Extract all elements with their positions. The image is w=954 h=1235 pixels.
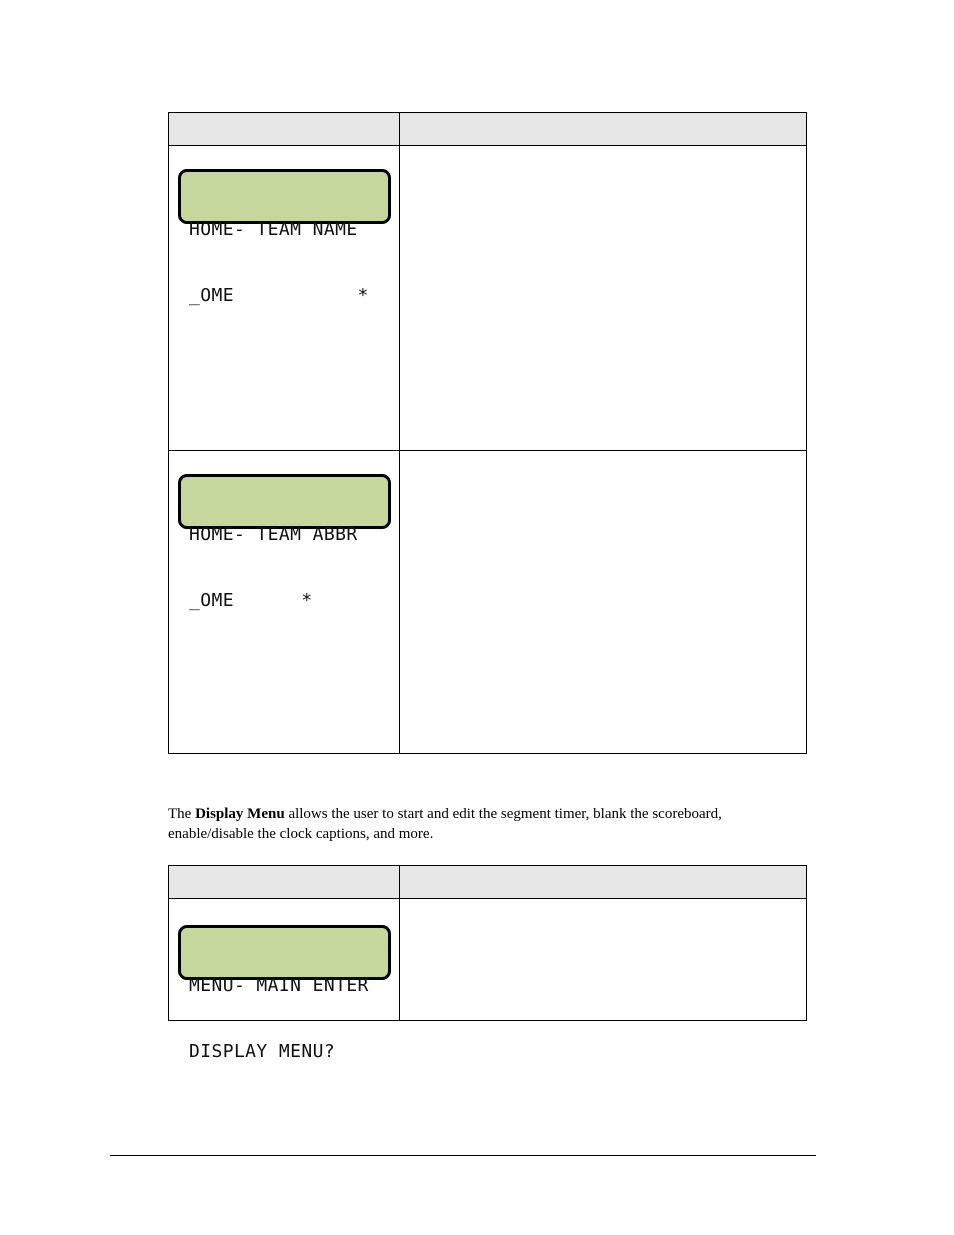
lcd-display-home-team-name (178, 169, 391, 306)
lcd-display-home-team-abbr (178, 474, 391, 611)
header-cell-display (169, 866, 400, 898)
header-cell-description (400, 113, 806, 145)
paragraph-bold-term: Display Menu (195, 806, 285, 822)
paragraph-prefix: The (168, 806, 196, 822)
paragraph-suffix: allows the user to start and edit the segment timer, blank the scoreboard, enable/disable the clock captions, and more. (168, 806, 722, 842)
display-cell (169, 451, 400, 753)
lcd-line-2: _OME * (189, 285, 369, 306)
table-row (169, 146, 806, 450)
display-menu-paragraph (168, 804, 808, 844)
lcd-display-menu-main (178, 925, 391, 1062)
table-row (169, 899, 806, 1062)
display-menu-table (168, 865, 807, 1062)
description-cell (400, 899, 806, 1020)
header-cell-description (400, 866, 806, 898)
display-cell (169, 146, 400, 450)
lcd-line-1: MENU- MAIN ENTER (189, 975, 369, 996)
header-cell-display (169, 113, 400, 145)
team-settings-table (168, 112, 807, 754)
lcd-line-2: DISPLAY MENU? (189, 1041, 336, 1062)
footer-rule (110, 1155, 816, 1156)
lcd-line-1: HOME- TEAM ABBR (189, 524, 358, 545)
description-cell (400, 146, 806, 450)
lcd-line-1: HOME- TEAM NAME (189, 219, 358, 240)
lcd-line-2: _OME * (189, 590, 313, 611)
table-header (169, 866, 806, 899)
table-header (169, 113, 806, 146)
display-cell (169, 899, 400, 1062)
description-cell (400, 451, 806, 753)
table-row (169, 450, 806, 753)
